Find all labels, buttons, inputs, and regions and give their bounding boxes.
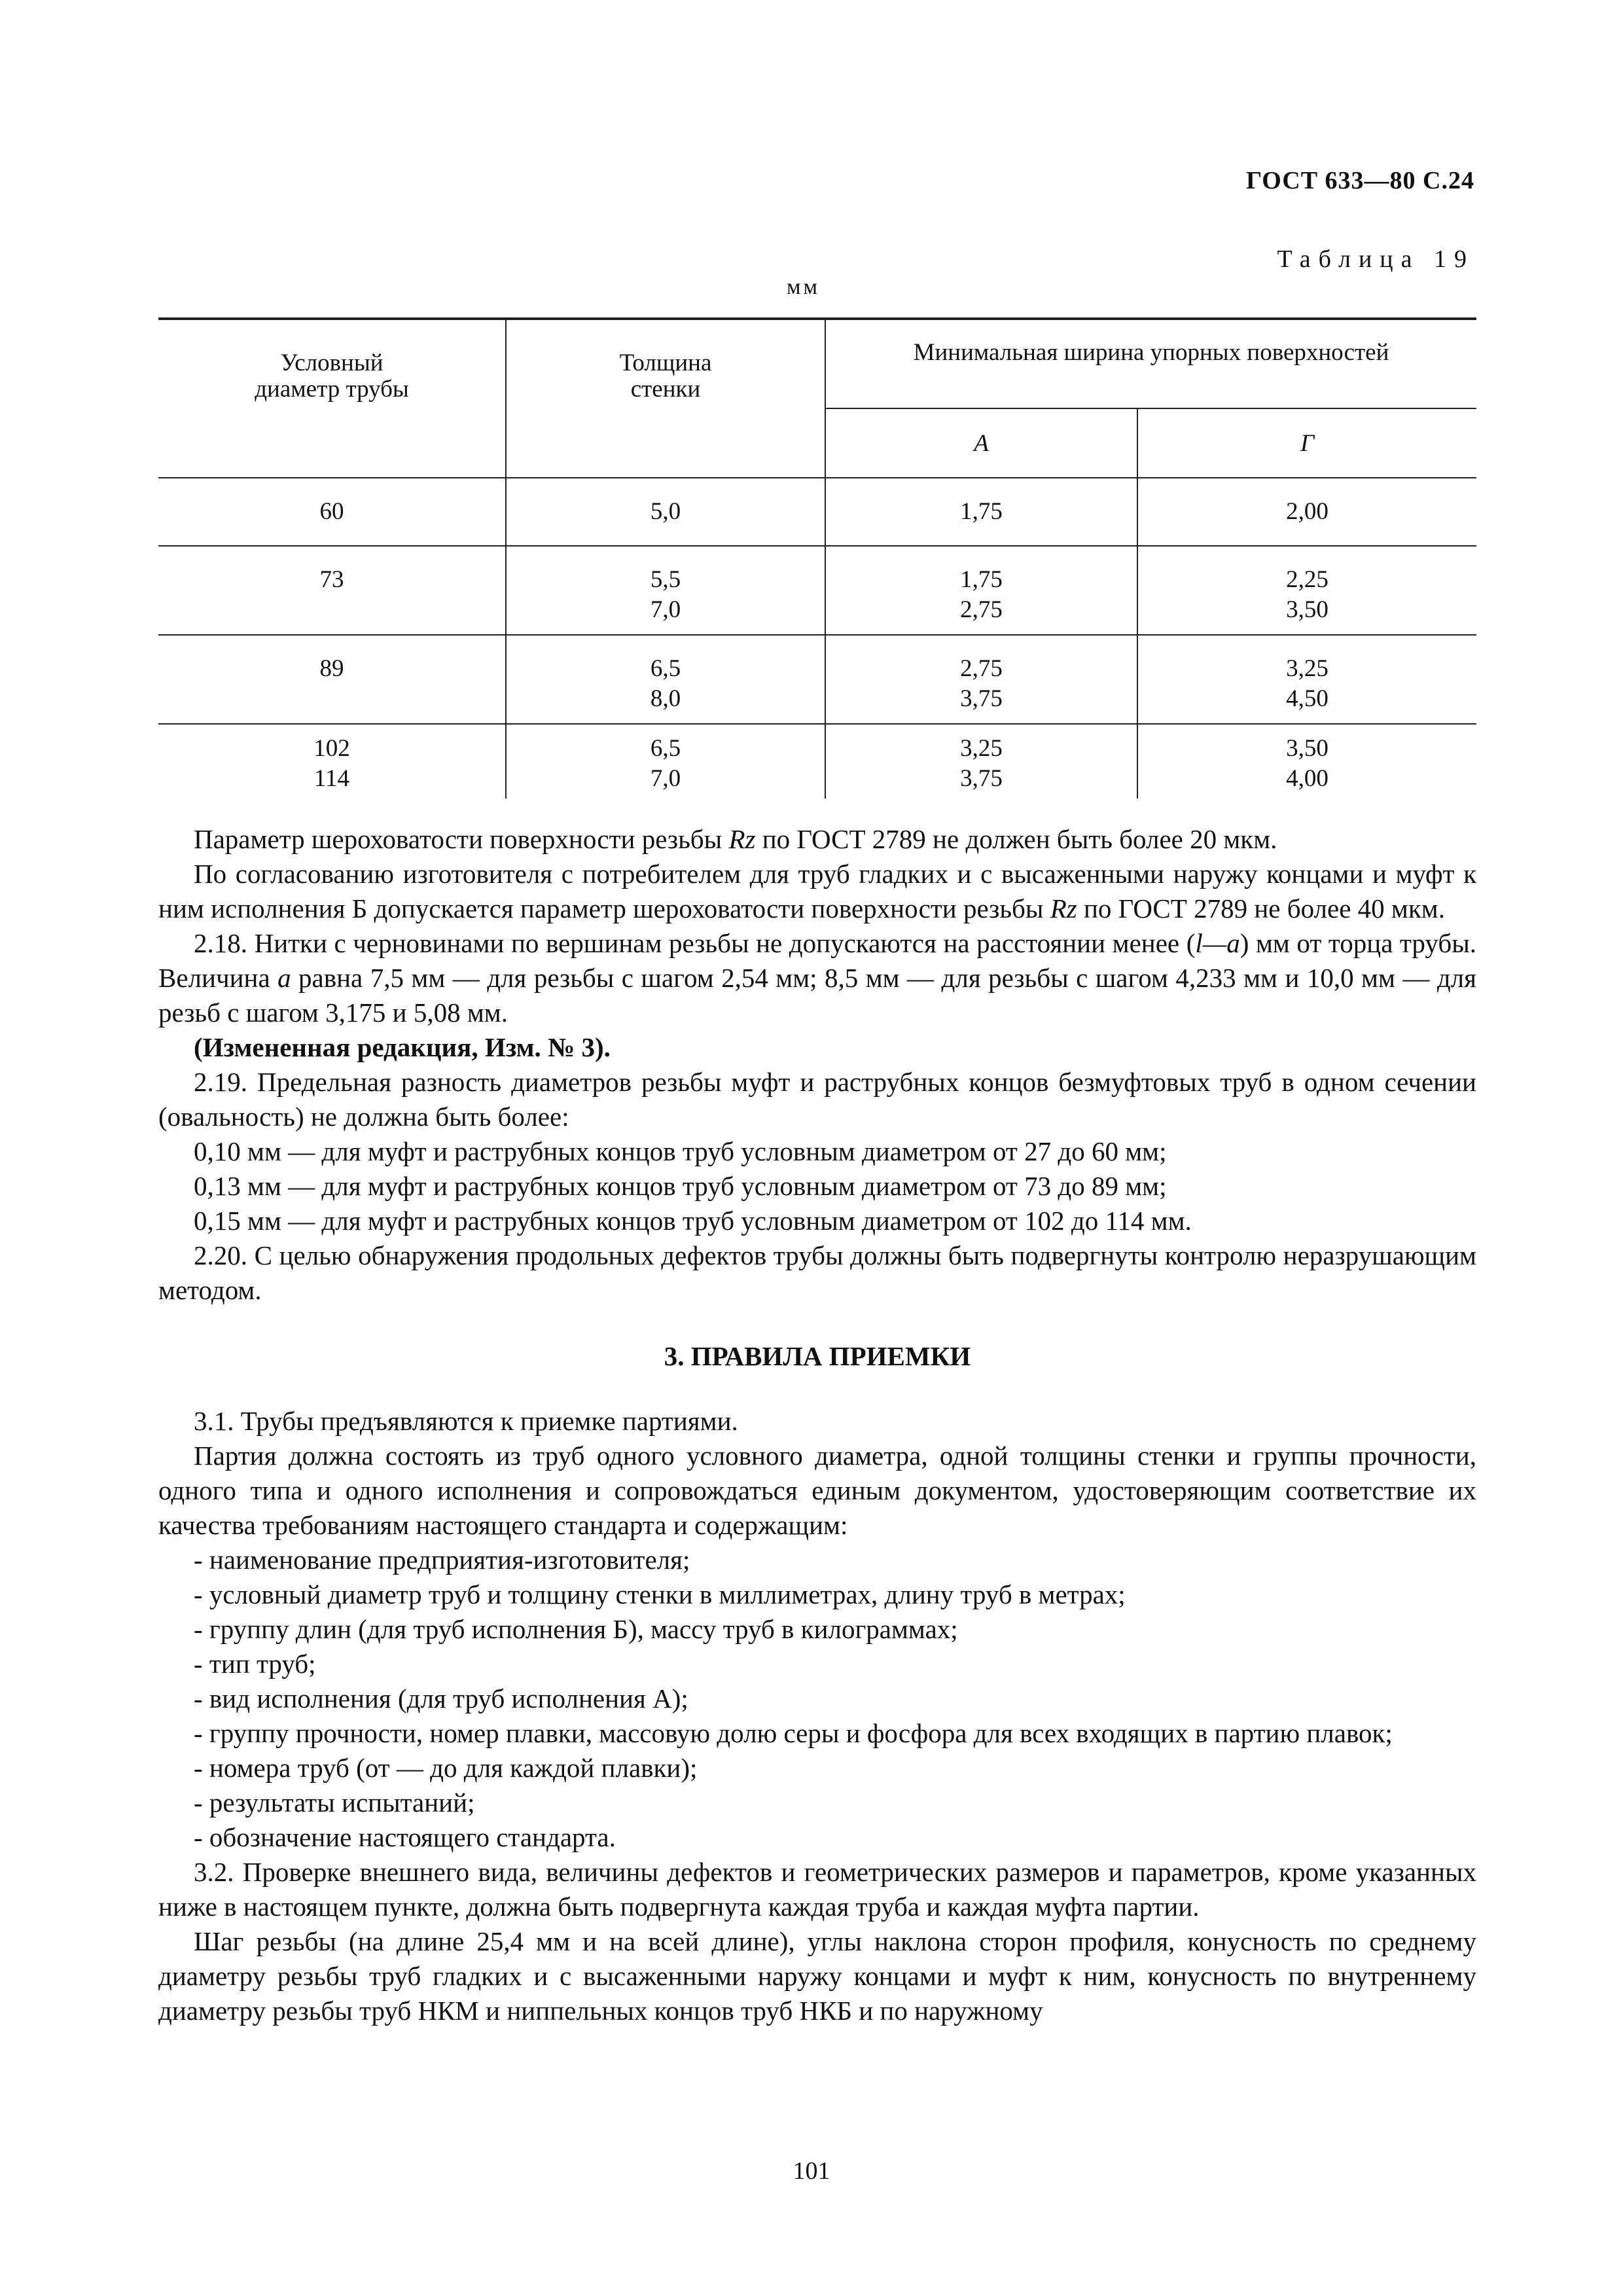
paragraph: 0,10 мм — для муфт и раструбных концов труб условным диаметром от 27 до 60 мм; [194,1136,1167,1166]
cell-wall: 5,0 [506,478,825,546]
page-number: 101 [793,2157,830,2185]
paragraph-2-19: 2.19. Предельная разность диаметров резьбы муфт и раструбных концов безмуфтовых труб в одном сечении (овальность) не должна быть более: [158,1067,1476,1132]
paragraph: По согласованию изготовителя с потребителем для труб гладких и с высаженными наружу концами и муфт к ним исполнения Б допускается параметр шероховатости поверхности резьбы Rz по ГОСТ 2789 не более 40 мкм. [158,859,1476,924]
section-title: 3. ПРАВИЛА ПРИЕМКИ [664,1341,971,1371]
list-item: - результаты испытаний; [194,1787,475,1818]
header-diameter: Условный диаметр трубы [158,319,506,478]
table-caption: Таблица 19 [1277,245,1474,273]
cell-a: 1,75 [825,478,1137,546]
table-row [158,546,1476,635]
header-a: A [825,408,1137,478]
cell-a: 3,25 3,75 [825,724,1137,798]
cell-a: 1,75 2,75 [825,546,1137,635]
cell-g: 3,50 4,00 [1137,724,1476,798]
list-item: - наименование предприятия-изготовителя; [194,1545,690,1575]
cell-diameter: 102 114 [158,724,506,798]
paragraph-2-20: 2.20. С целью обнаружения продольных дефектов трубы должны быть подвергнуты контролю неразрушающим методом. [158,1240,1476,1305]
cell-wall: 5,5 7,0 [506,546,825,635]
amendment-note: (Измененная редакция, Изм. № 3). [194,1032,611,1062]
cell-diameter: 89 [158,635,506,724]
cell-diameter: 60 [158,478,506,546]
paragraph-3-2: 3.2. Проверке внешнего вида, величины дефектов и геометрических размеров и параметров, кроме указанных ниже в настоящем пункте, должна быть подвергнута каждая труба и каждая муфта партии. [158,1857,1476,1922]
cell-wall: 6,5 8,0 [506,635,825,724]
list-item: - условный диаметр труб и толщину стенки в миллиметрах, длину труб в метрах; [194,1579,1126,1609]
paragraph: Шаг резьбы (на длине 25,4 мм и на всей длине), углы наклона сторон профиля, конусность по среднему диаметру резьбы труб гладких и с высаженными наружу концами и муфт к ним, конусность по внутреннему диаметру резьбы труб НКМ и ниппельных концов труб НКБ и по наружному [158,1926,1476,2026]
cell-g: 2,25 3,50 [1137,546,1476,635]
paragraph: 0,15 мм — для муфт и раструбных концов труб условным диаметром от 102 до 114 мм. [194,1206,1192,1236]
body-text [158,822,1476,2028]
data-table [158,317,1476,798]
list-item: - вид исполнения (для труб исполнения А); [194,1683,688,1713]
header-g: Г [1137,408,1476,478]
paragraph-3-1: 3.1. Трубы предъявляются к приемке партиями. [194,1406,738,1436]
paragraph: Партия должна состоять из труб одного условного диаметра, одной толщины стенки и группы прочности, одного типа и одного исполнения и сопровождаться единым документом, удостоверяющим соответствие их качества требованиям настоящего стандарта и содержащим: [158,1441,1476,1540]
paragraph: Параметр шероховатости поверхности резьбы Rz по ГОСТ 2789 не должен быть более 20 мкм. [194,824,1277,854]
cell-g: 3,25 4,50 [1137,635,1476,724]
table-units: мм [787,275,821,299]
list-item: - номера труб (от — до для каждой плавки); [194,1753,698,1783]
document-header: ГОСТ 633—80 С.24 [1246,167,1474,194]
list-item: - тип труб; [194,1649,316,1679]
table-row [158,478,1476,546]
header-min-width: Минимальная ширина упорных поверхностей [825,319,1476,408]
cell-diameter: 73 [158,546,506,635]
table-row [158,724,1476,798]
list-item: - обозначение настоящего стандарта. [194,1822,616,1852]
cell-a: 2,75 3,75 [825,635,1137,724]
list-item: - группу длин (для труб исполнения Б), массу труб в килограммах; [194,1614,958,1644]
paragraph: 0,13 мм — для муфт и раструбных концов труб условным диаметром от 73 до 89 мм; [194,1171,1167,1201]
cell-g: 2,00 [1137,478,1476,546]
table-row [158,635,1476,724]
header-wall-thickness: Толщина стенки [506,319,825,478]
paragraph-2-18: 2.18. Нитки с черновинами по вершинам резьбы не допускаются на расстоянии менее (l—a) мм от торца трубы. Величина a равна 7,5 мм — для резьбы с шагом 2,54 мм; 8,5 мм — для резьбы с шагом 4,233 мм и 10,0 мм — для резьб с шагом 3,175 и 5,08 мм. [158,928,1476,1028]
cell-wall: 6,5 7,0 [506,724,825,798]
list-item: - группу прочности, номер плавки, массовую долю серы и фосфора для всех входящих в партию плавок; [194,1718,1393,1748]
